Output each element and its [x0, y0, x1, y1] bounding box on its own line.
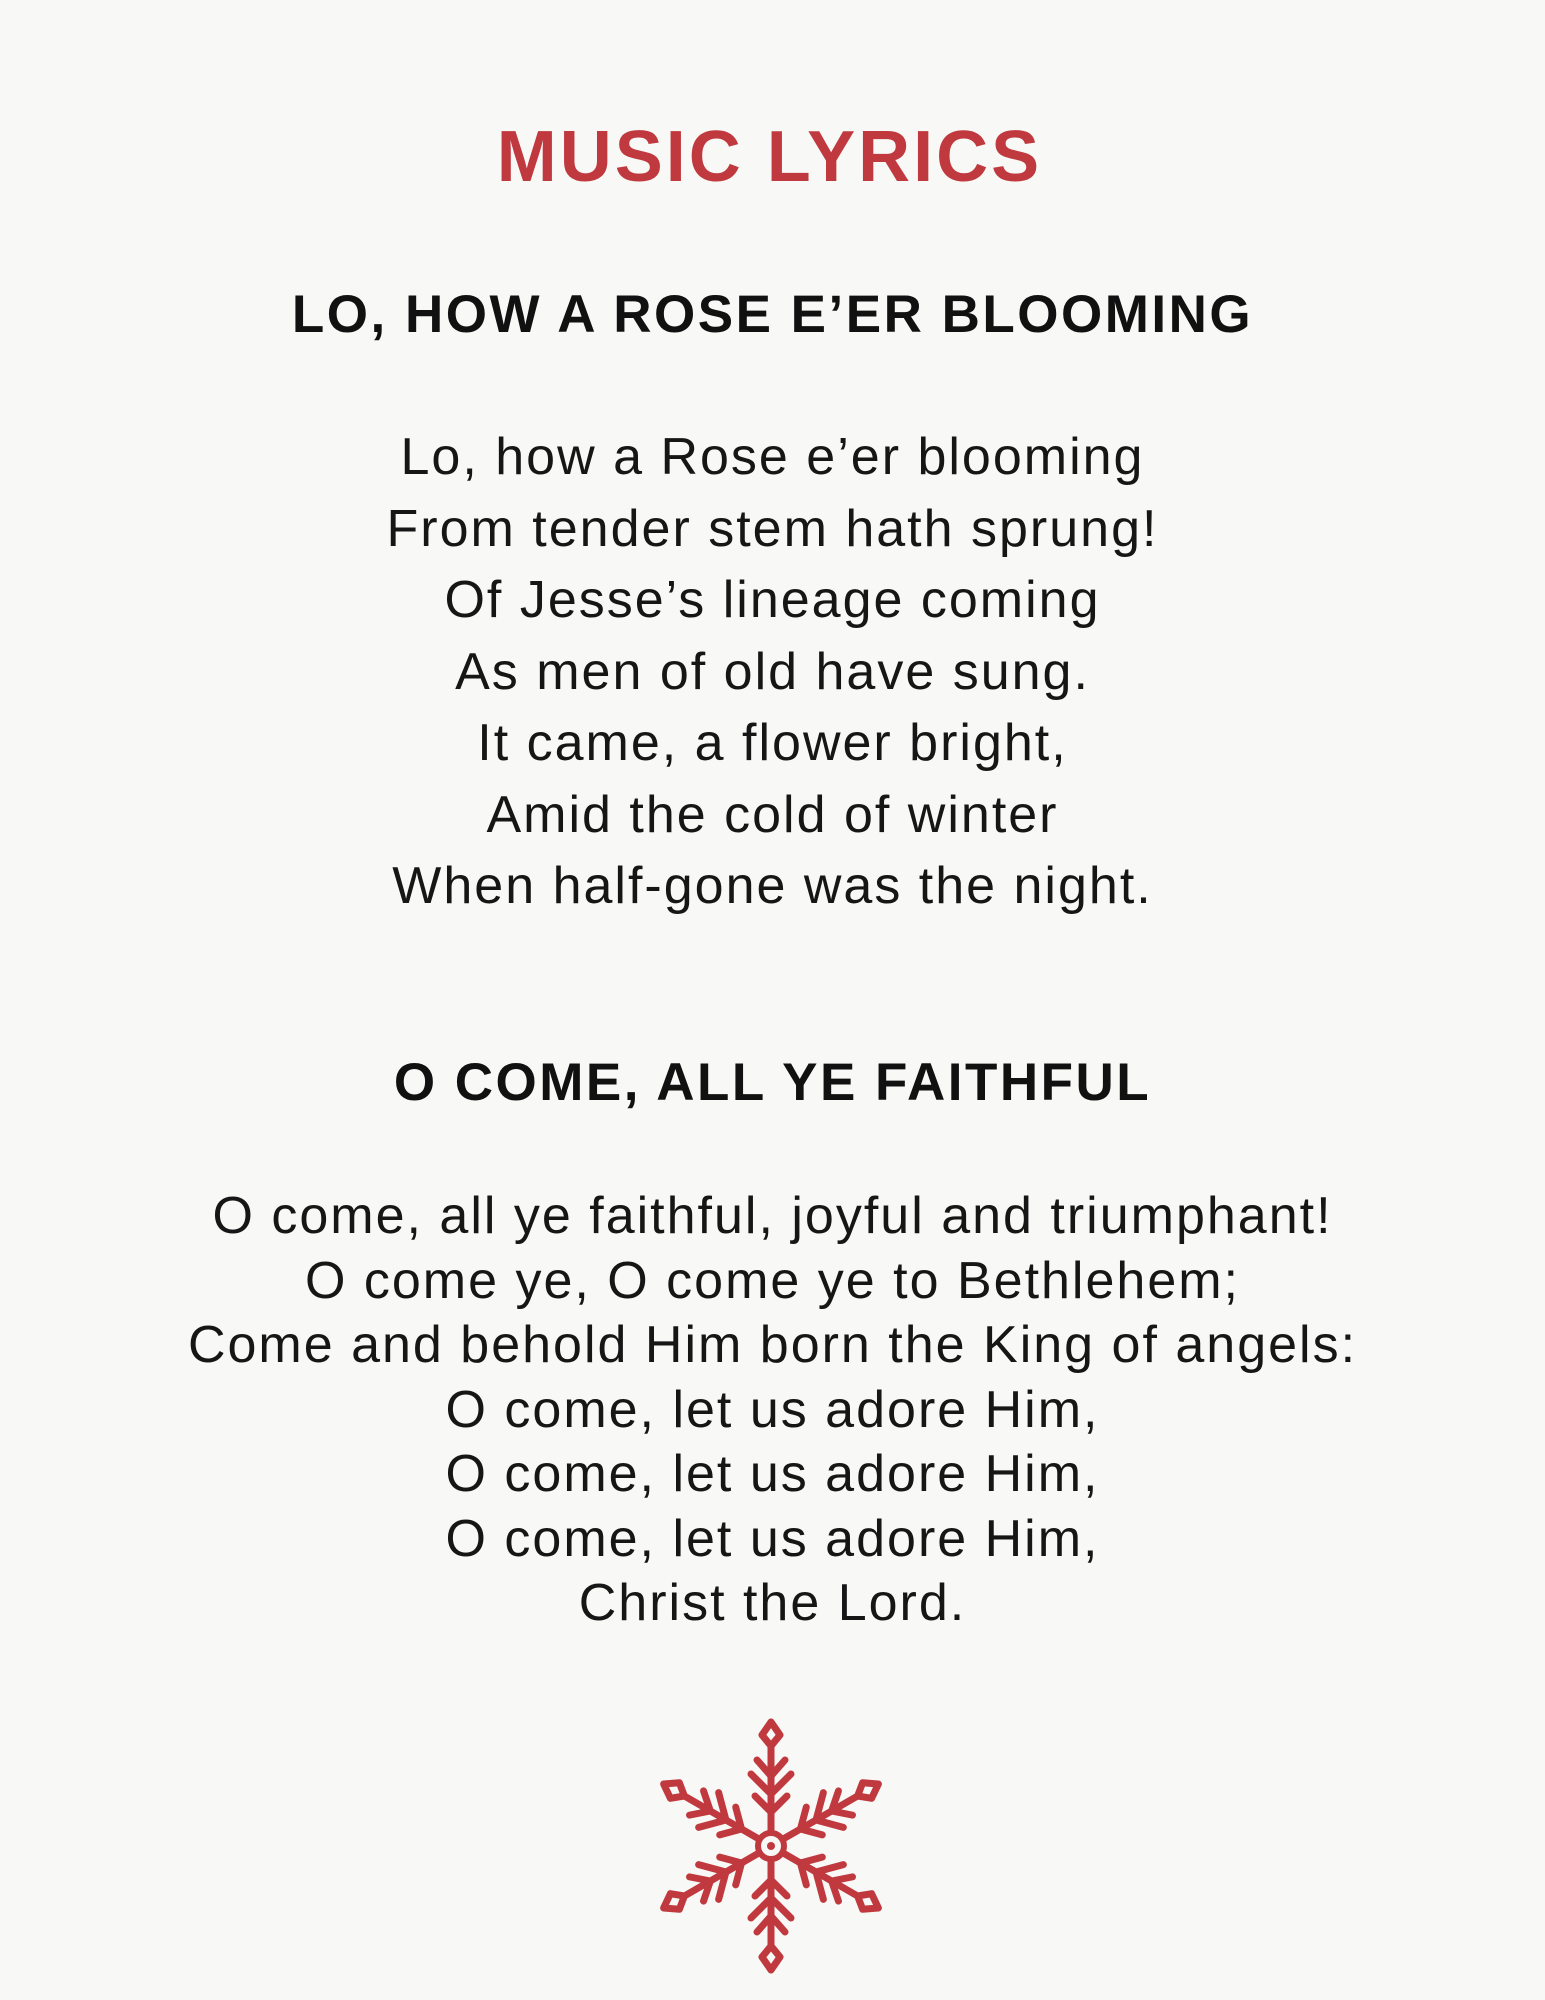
snowflake-arm	[775, 1767, 889, 1856]
snowflake-icon	[643, 1718, 899, 1974]
song-title: O COME, ALL YE FAITHFUL	[393, 1053, 1152, 1112]
lyric-line: As men of old have sung.	[455, 642, 1090, 701]
page-title: MUSIC LYRICS	[496, 117, 1043, 197]
lyric-line: Christ the Lord.	[578, 1574, 967, 1632]
snowflake-arm	[654, 1767, 768, 1856]
lyric-line: O come, let us adore Him,	[445, 1509, 1100, 1568]
lyric-line: O come, all ye faithful, joyful and triumphant!	[212, 1187, 1333, 1245]
lyric-line: O come, let us adore Him,	[445, 1380, 1100, 1439]
lyric-line: Amid the cold of winter	[486, 785, 1059, 844]
lyric-line: Of Jesse’s lineage coming	[444, 571, 1101, 629]
snowflake-arm	[775, 1837, 889, 1926]
snowflake-arm	[751, 1862, 791, 1970]
lyric-line: It came, a flower bright,	[477, 714, 1068, 772]
snowflake-arm	[751, 1722, 791, 1830]
song-lyrics	[0, 1184, 1545, 1636]
snowflake-arm	[654, 1837, 768, 1926]
lyric-line: From tender stem hath sprung!	[386, 499, 1159, 558]
lyric-line: When half-gone was the night.	[392, 857, 1153, 915]
song-section-lo-how-a-rose	[0, 280, 1545, 923]
lyric-line: O come ye, O come ye to Bethlehem;	[304, 1251, 1241, 1310]
song-title: LO, HOW A ROSE E’ER BLOOMING	[291, 285, 1254, 344]
lyric-line: O come, let us adore Him,	[445, 1445, 1100, 1503]
song-lyrics	[0, 422, 1545, 923]
lyric-line: Come and behold Him born the King of angels:	[187, 1316, 1358, 1374]
song-section-o-come-all-ye-faithful	[0, 1048, 1545, 1636]
lyric-line: Lo, how a Rose e’er blooming	[400, 428, 1145, 486]
